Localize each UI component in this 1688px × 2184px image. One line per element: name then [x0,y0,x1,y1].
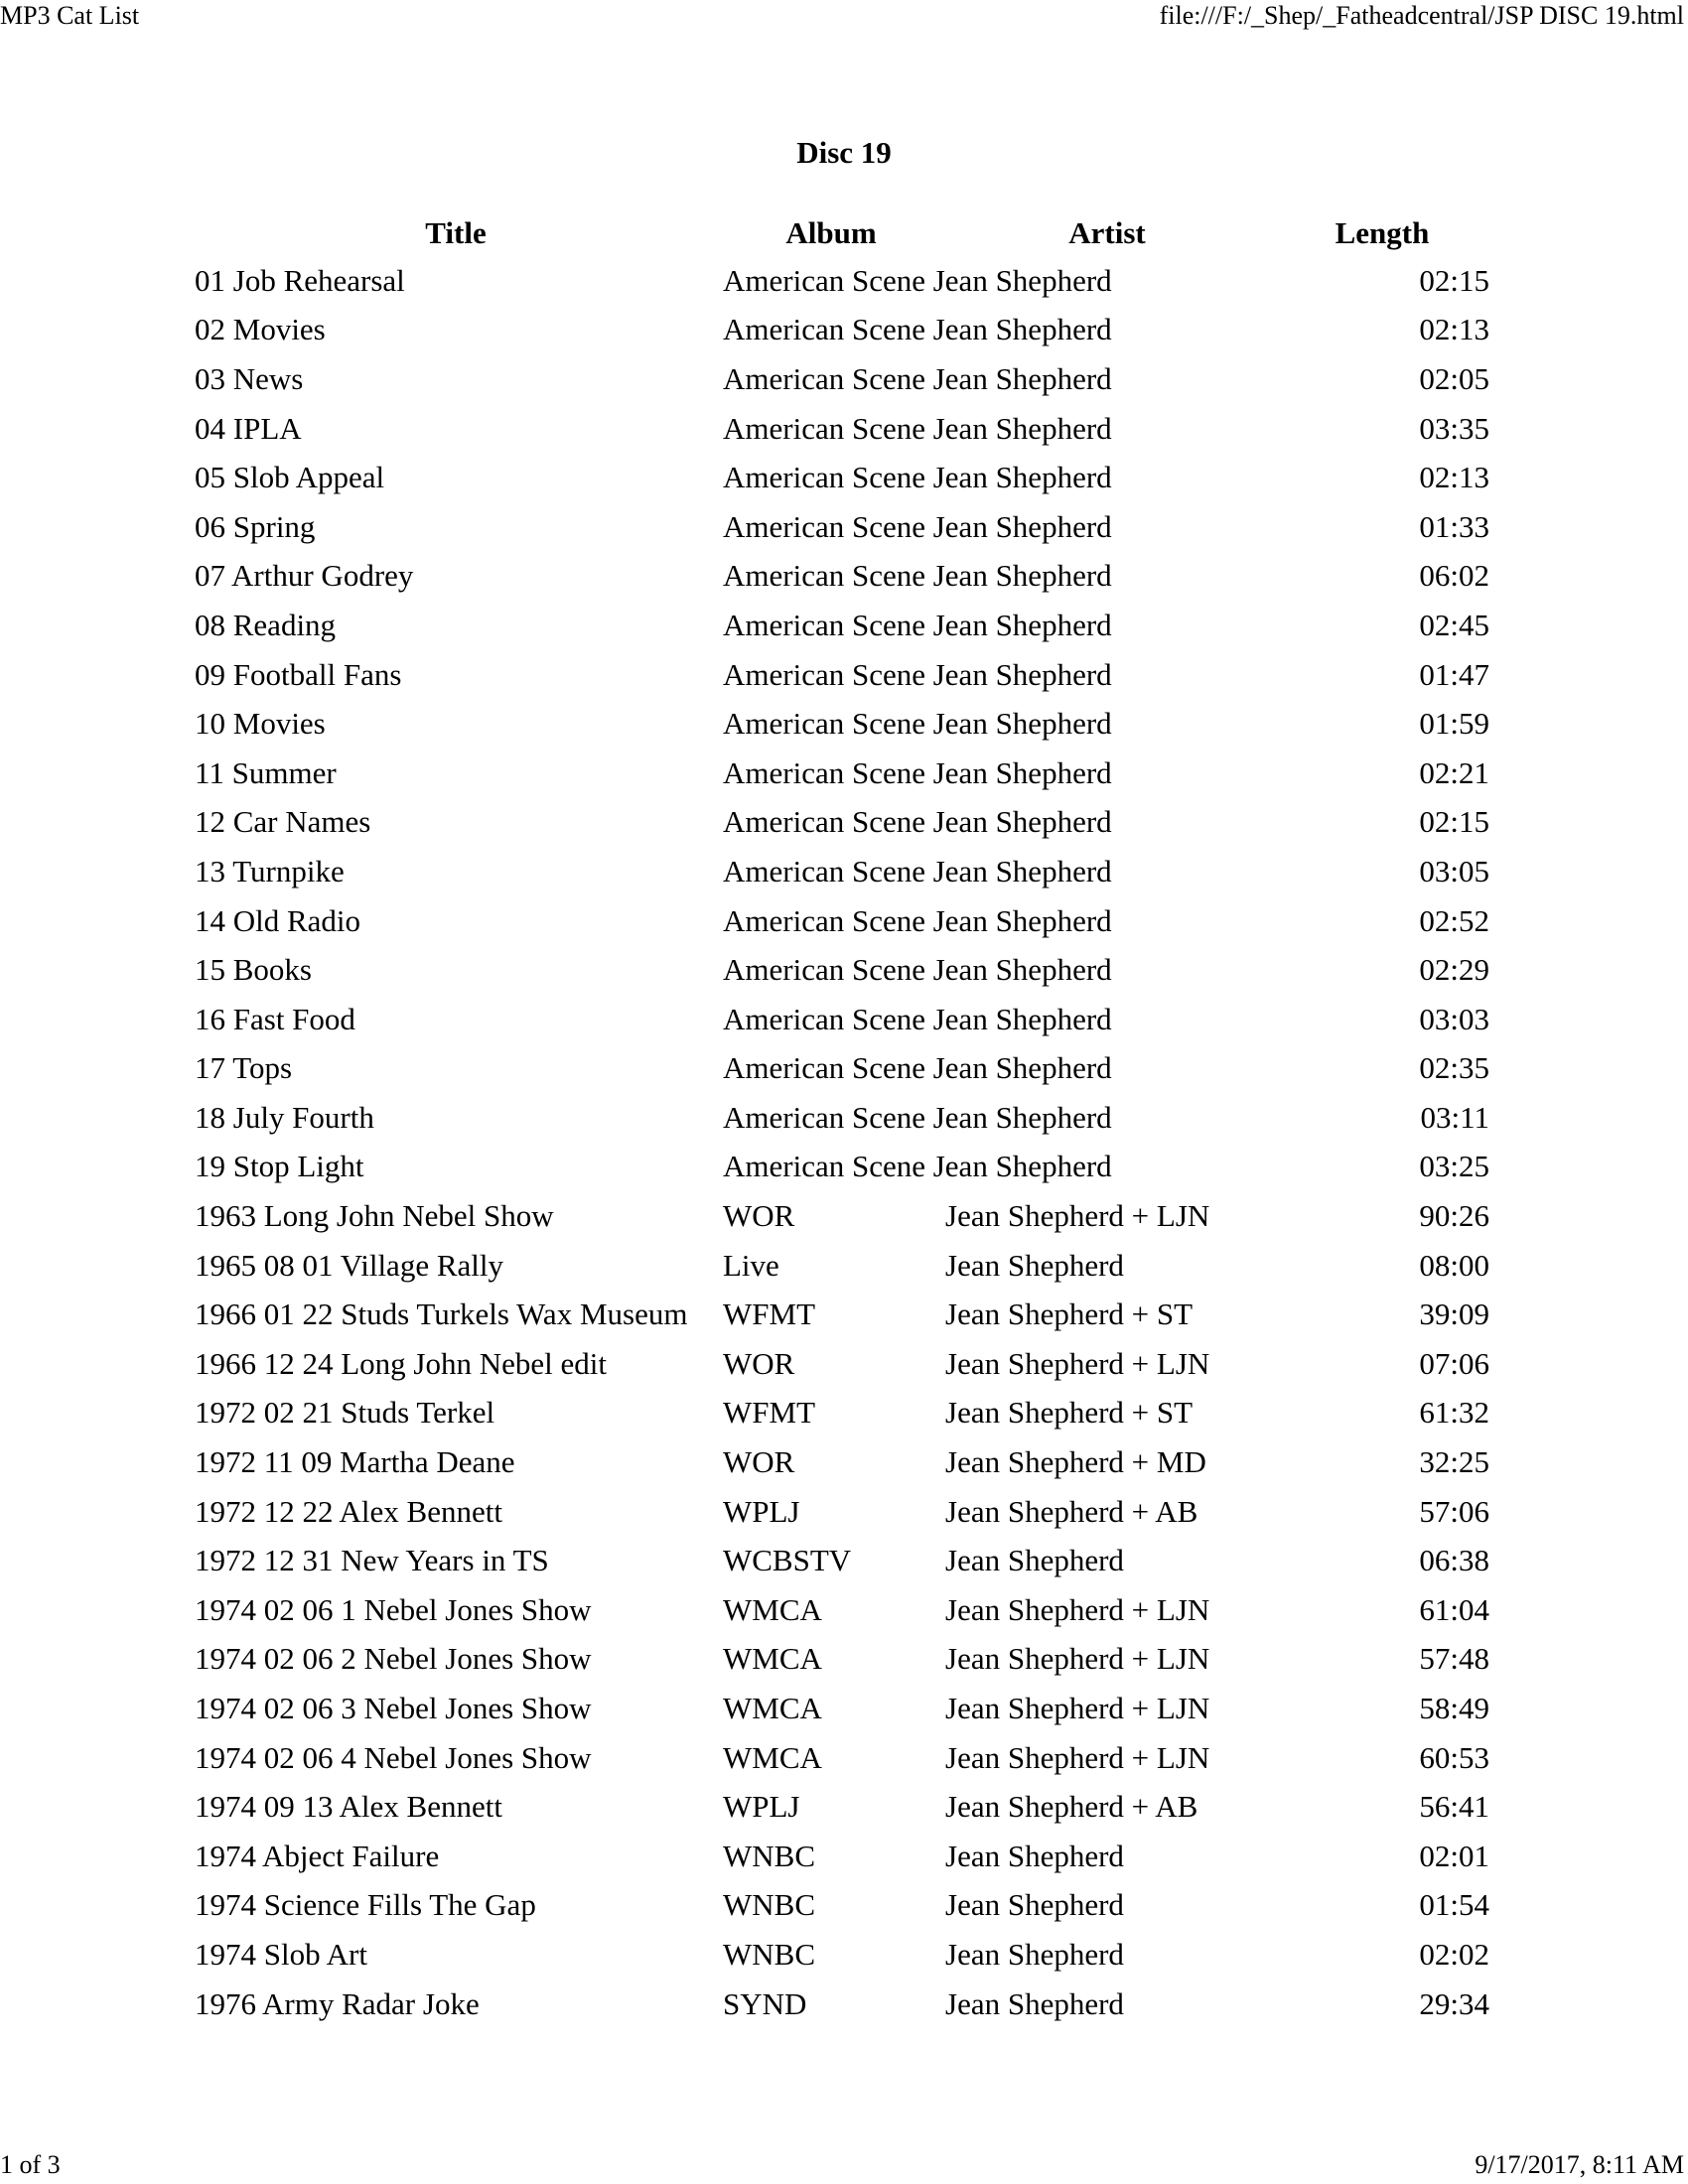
track-title: 08 Reading [195,607,337,642]
track-album-artist [721,650,1271,700]
track-title: 13 Turnpike [195,853,345,888]
track-length: 56:41 [1419,1789,1489,1825]
track-length: 02:13 [1419,460,1489,495]
track-album: WPLJ [723,1789,800,1825]
table-row [193,1093,1491,1143]
track-title: 1974 09 13 Alex Bennett [195,1789,502,1825]
track-album-artist [721,453,1271,502]
track-length: 61:32 [1419,1395,1489,1431]
track-title: 1974 02 06 1 Nebel Jones Show [195,1591,592,1627]
table-row [193,1191,1491,1241]
track-artist: Jean Shepherd [932,1099,1112,1135]
track-title: 04 IPLA [195,410,302,446]
print-footer-page-number: 1 of 3 [0,2150,61,2179]
table-row [193,306,1491,355]
track-length: 02:13 [1419,312,1489,347]
track-album-artist [721,945,1271,995]
track-length: 90:26 [1419,1198,1489,1234]
table-row [193,453,1491,502]
track-title: 1974 02 06 4 Nebel Jones Show [195,1739,592,1775]
track-artist: Jean Shepherd [932,1050,1112,1086]
track-title: 1966 12 24 Long John Nebel edit [195,1345,608,1381]
track-artist: Jean Shepherd [945,1838,1124,1873]
track-length: 03:25 [1419,1149,1489,1184]
track-album-artist [721,1093,1271,1143]
track-album: WMCA [723,1591,822,1627]
track-album: American Scene [723,262,925,298]
track-list [193,256,1491,2028]
track-length: 03:35 [1419,410,1489,446]
track-artist: Jean Shepherd [932,804,1112,840]
table-row [193,256,1491,306]
table-row [193,404,1491,454]
track-album-artist [721,601,1271,650]
track-album: American Scene [723,558,925,594]
track-length: 02:52 [1419,902,1489,938]
track-length: 03:05 [1419,853,1489,888]
track-album: WNBC [723,1838,815,1873]
track-artist: Jean Shepherd + MD [945,1444,1206,1480]
column-header-length: Length [1335,215,1430,250]
track-album: American Scene [723,952,925,988]
track-album: WMCA [723,1739,822,1775]
track-artist: Jean Shepherd [932,312,1112,347]
track-title: 14 Old Radio [195,902,361,938]
table-row [193,1881,1491,1931]
track-album-artist [721,847,1271,896]
table-row [193,552,1491,602]
track-album: American Scene [723,312,925,347]
track-length: 02:45 [1419,607,1489,642]
table-row [193,1389,1491,1438]
track-length: 02:15 [1419,262,1489,298]
track-album-artist [721,1143,1271,1192]
table-row [193,650,1491,700]
track-length: 02:01 [1419,1838,1489,1873]
track-album: American Scene [723,853,925,888]
track-title: 1972 02 21 Studs Terkel [195,1395,495,1431]
track-length: 02:35 [1419,1050,1489,1086]
column-header-title: Title [425,215,487,250]
track-length: 07:06 [1419,1345,1489,1381]
track-artist: Jean Shepherd [932,902,1112,938]
track-album-artist [721,1044,1271,1094]
track-album-artist [721,354,1271,404]
track-artist: Jean Shepherd + ST [945,1395,1194,1431]
track-length: 02:02 [1419,1936,1489,1972]
table-row [193,1979,1491,2029]
table-row [193,1437,1491,1487]
track-artist: Jean Shepherd [932,853,1112,888]
track-album: American Scene [723,1149,925,1184]
track-album-artist [721,404,1271,454]
track-length: 60:53 [1419,1739,1489,1775]
table-row [193,1585,1491,1635]
track-artist: Jean Shepherd [945,1887,1124,1923]
track-title: 1972 12 22 Alex Bennett [195,1493,502,1529]
track-album: Live [723,1247,779,1283]
track-title: 1972 11 09 Martha Deane [195,1444,515,1480]
track-artist: Jean Shepherd [932,754,1112,790]
track-artist: Jean Shepherd [932,508,1112,544]
track-album: WCBSTV [723,1543,852,1578]
table-row [193,1241,1491,1291]
track-length: 61:04 [1419,1591,1489,1627]
track-artist: Jean Shepherd [945,1543,1124,1578]
track-artist: Jean Shepherd [945,1247,1124,1283]
track-album-artist [721,306,1271,355]
track-title: 02 Movies [195,312,326,347]
track-title: 09 Football Fans [195,656,402,692]
track-artist: Jean Shepherd [945,1936,1124,1972]
track-artist: Jean Shepherd [932,706,1112,742]
track-album: American Scene [723,902,925,938]
table-row [193,995,1491,1044]
track-album: SYND [723,1985,807,2021]
track-artist: Jean Shepherd + ST [945,1297,1194,1332]
track-length: 57:48 [1419,1641,1489,1677]
track-artist: Jean Shepherd + LJN [945,1591,1210,1627]
track-length: 01:54 [1419,1887,1489,1923]
table-row [193,699,1491,749]
table-row [193,1290,1491,1339]
table-row [193,1684,1491,1733]
table-row [193,1536,1491,1585]
track-title: 1965 08 01 Village Rally [195,1247,503,1283]
track-album: WFMT [723,1395,815,1431]
track-album: WNBC [723,1887,815,1923]
track-album: American Scene [723,360,925,396]
track-length: 58:49 [1419,1691,1489,1726]
table-row [193,1930,1491,1979]
track-artist: Jean Shepherd [932,460,1112,495]
track-title: 10 Movies [195,706,326,742]
table-row [193,1832,1491,1881]
track-artist: Jean Shepherd [932,558,1112,594]
table-row [193,1339,1491,1389]
track-length: 02:29 [1419,952,1489,988]
track-album: American Scene [723,460,925,495]
track-title: 1974 02 06 3 Nebel Jones Show [195,1691,592,1726]
track-title: 11 Summer [195,754,337,790]
track-album: American Scene [723,1050,925,1086]
track-artist: Jean Shepherd + AB [945,1789,1198,1825]
table-row [193,1044,1491,1094]
page-title: Disc 19 [796,135,892,170]
table-row [193,354,1491,404]
track-title: 1966 01 22 Studs Turkels Wax Museum [195,1297,688,1332]
track-artist: Jean Shepherd + LJN [945,1691,1210,1726]
track-length: 39:09 [1419,1297,1489,1332]
track-album: WOR [723,1444,795,1480]
track-title: 07 Arthur Godrey [195,558,414,594]
track-length: 02:05 [1419,360,1489,396]
track-title: 1974 Slob Art [195,1936,367,1972]
track-artist: Jean Shepherd + AB [945,1493,1198,1529]
track-artist: Jean Shepherd + LJN [945,1641,1210,1677]
track-artist: Jean Shepherd [932,952,1112,988]
track-album: American Scene [723,607,925,642]
track-album-artist [721,256,1271,306]
track-album: WNBC [723,1936,815,1972]
track-title: 05 Slob Appeal [195,460,385,495]
print-footer-timestamp: 9/17/2017, 8:11 AM [1475,2150,1684,2179]
column-header-album: Album [785,215,877,250]
track-title: 03 News [195,360,304,396]
table-row [193,1143,1491,1192]
track-title: 12 Car Names [195,804,371,840]
track-artist: Jean Shepherd [932,607,1112,642]
track-album: WFMT [723,1297,815,1332]
track-length: 01:47 [1419,656,1489,692]
track-artist: Jean Shepherd [932,1149,1112,1184]
track-album-artist [721,552,1271,602]
print-header-title: MP3 Cat List [0,1,140,30]
track-artist: Jean Shepherd + LJN [945,1345,1210,1381]
track-album-artist [721,896,1271,946]
table-row [193,601,1491,650]
track-length: 01:59 [1419,706,1489,742]
track-album: American Scene [723,1099,925,1135]
track-album: American Scene [723,508,925,544]
track-title: 01 Job Rehearsal [195,262,405,298]
track-title: 1976 Army Radar Joke [195,1985,480,2021]
table-row [193,1782,1491,1832]
track-title: 1974 02 06 2 Nebel Jones Show [195,1641,592,1677]
table-header-row [193,210,1491,256]
column-header-artist: Artist [1068,215,1146,250]
track-album: American Scene [723,656,925,692]
track-album: American Scene [723,804,925,840]
track-title: 1963 Long John Nebel Show [195,1198,554,1234]
track-length: 06:38 [1419,1543,1489,1578]
track-table [191,210,1493,2028]
track-length: 03:03 [1419,1001,1489,1036]
track-album-artist [721,502,1271,552]
track-title: 1972 12 31 New Years in TS [195,1543,549,1578]
track-artist: Jean Shepherd [932,410,1112,446]
track-length: 03:11 [1420,1099,1489,1135]
track-album: American Scene [723,1001,925,1036]
track-album: American Scene [723,754,925,790]
track-length: 02:21 [1419,754,1489,790]
track-title: 18 July Fourth [195,1099,374,1135]
track-album: WMCA [723,1691,822,1726]
track-album: American Scene [723,706,925,742]
table-row [193,1635,1491,1685]
track-title: 1974 Abject Failure [195,1838,440,1873]
track-artist: Jean Shepherd [932,656,1112,692]
track-title: 19 Stop Light [195,1149,364,1184]
table-row [193,1733,1491,1783]
track-artist: Jean Shepherd [932,262,1112,298]
print-header-url: file:///F:/_Shep/_Fatheadcentral/JSP DISC 19.html [1159,1,1684,30]
track-length: 08:00 [1419,1247,1489,1283]
track-album-artist [721,699,1271,749]
track-length: 32:25 [1419,1444,1489,1480]
table-row [193,502,1491,552]
track-artist: Jean Shepherd [945,1985,1124,2021]
track-artist: Jean Shepherd + LJN [945,1198,1210,1234]
track-title: 06 Spring [195,508,316,544]
track-length: 01:33 [1419,508,1489,544]
track-album-artist [721,749,1271,798]
table-row [193,749,1491,798]
table-row [193,945,1491,995]
table-row [193,798,1491,848]
track-length: 57:06 [1419,1493,1489,1529]
track-album: WOR [723,1198,795,1234]
track-artist: Jean Shepherd + LJN [945,1739,1210,1775]
track-length: 06:02 [1419,558,1489,594]
track-album-artist [721,798,1271,848]
table-row [193,847,1491,896]
track-title: 17 Tops [195,1050,293,1086]
track-album-artist [721,995,1271,1044]
track-length: 02:15 [1419,804,1489,840]
track-album: WMCA [723,1641,822,1677]
table-row [193,896,1491,946]
track-length: 29:34 [1419,1985,1489,2021]
track-title: 16 Fast Food [195,1001,355,1036]
track-title: 15 Books [195,952,312,988]
track-artist: Jean Shepherd [932,1001,1112,1036]
track-artist: Jean Shepherd [932,360,1112,396]
track-title: 1974 Science Fills The Gap [195,1887,536,1923]
track-album: American Scene [723,410,925,446]
track-album: WPLJ [723,1493,800,1529]
table-row [193,1487,1491,1537]
track-album: WOR [723,1345,795,1381]
